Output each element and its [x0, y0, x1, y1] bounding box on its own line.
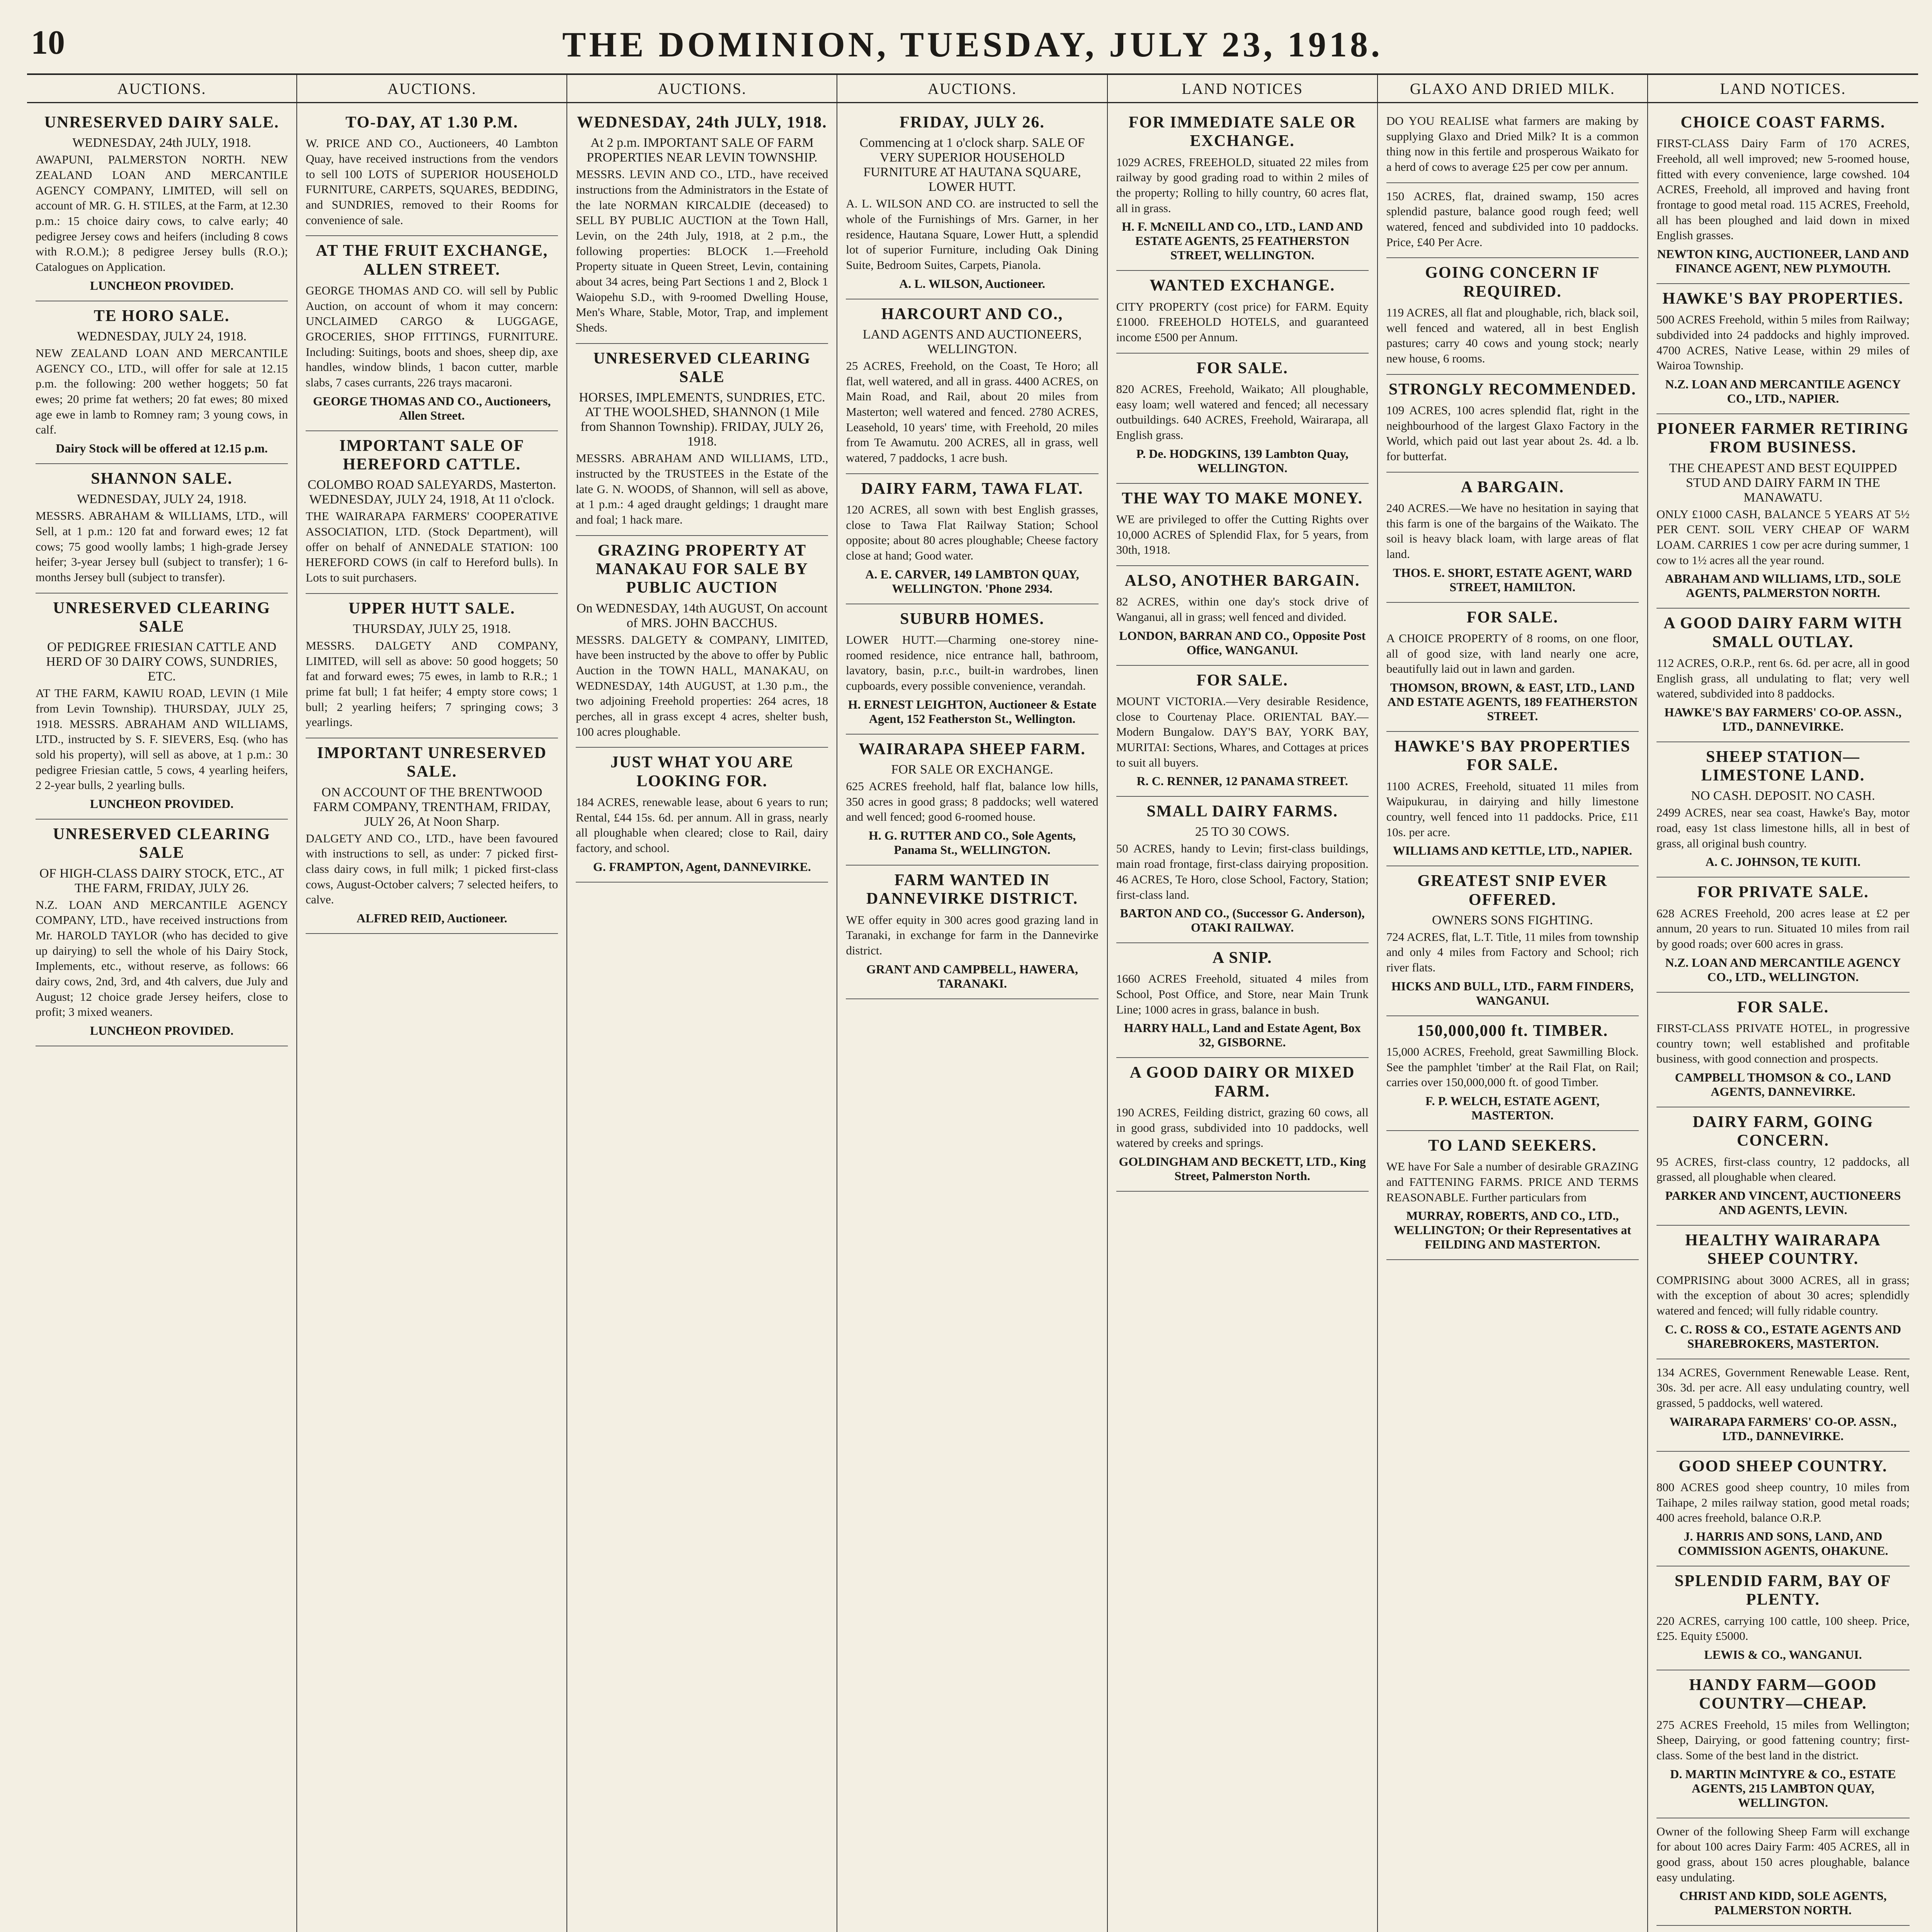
advertisement — [1656, 878, 1910, 992]
ad-body-text: DALGETY AND CO., LTD., have been favoured with instructions to sell, as under: 7 picked first-class dairy cows, in full milk; 1 picked first-class cows, August-October calvers; 7 selected heifers, to calve. — [306, 831, 558, 906]
ad-heading: WAIRARAPA SHEEP FARM. — [859, 740, 1086, 758]
ad-subheading: At 2 p.m. IMPORTANT SALE OF FARM PROPERTIES NEAR LEVIN TOWNSHIP. — [587, 136, 818, 165]
ad-signature: N.Z. LOAN AND MERCANTILE AGENCY CO., LTD., NAPIER. — [1665, 377, 1901, 405]
ad-heading: FOR SALE. — [1196, 671, 1288, 689]
ad-body-text: 95 ACRES, first-class country, 12 paddocks, all grassed, all ploughable when cleared. — [1656, 1155, 1910, 1184]
ad-body-text: 190 ACRES, Feilding district, grazing 60 cows, all in good grass, subdivided into 10 paddocks, well watered by creeks and springs. — [1116, 1105, 1369, 1150]
ad-signature: G. FRAMPTON, Agent, DANNEVIRKE. — [593, 859, 811, 874]
advertisement — [846, 735, 1098, 866]
newspaper-title: THE DOMINION, TUESDAY, JULY 23, 1918. — [562, 25, 1383, 64]
page-number: 10 — [31, 24, 65, 61]
ad-signature: PARKER AND VINCENT, AUCTIONEERS AND AGENTS, LEVIN. — [1665, 1189, 1901, 1217]
ad-signature: LEWIS & CO., WANGANUI. — [1704, 1647, 1862, 1662]
column — [567, 103, 837, 1932]
ad-heading: SHEEP STATION—LIMESTONE LAND. — [1701, 748, 1865, 785]
advertisement — [306, 738, 558, 934]
ad-body-text: 82 ACRES, within one day's stock drive of Wanganui, all in grass; well fenced and divided. — [1116, 595, 1369, 624]
ad-subheading: THURSDAY, JULY 25, 1918. — [353, 621, 511, 636]
ad-body-text: FIRST-CLASS PRIVATE HOTEL, in progressive country town; well established and profitable business, with good connection and prospects. — [1656, 1021, 1910, 1066]
advertisement — [576, 108, 828, 344]
ad-body-text: 184 ACRES, renewable lease, about 6 years to run; Rental, £44 15s. 6d. per annum. All in grass, nearly all ploughable when cleared; close to Rail, dairy factory, and school. — [576, 795, 828, 855]
ad-signature: R. C. RENNER, 12 PANAMA STREET. — [1136, 774, 1348, 788]
ad-heading: TE HORO SALE. — [94, 307, 230, 325]
ad-body-text: 15,000 ACRES, Freehold, great Sawmilling Block. See the pamphlet 'timber' at the Rail Flat, on Rail; carries over 150,000,000 ft. of good Timber. — [1386, 1045, 1639, 1089]
advertisement — [1656, 1226, 1910, 1359]
advertisement — [1386, 866, 1639, 1016]
advertisement — [1656, 993, 1910, 1107]
ad-body-text: MESSRS. ABRAHAM & WILLIAMS, LTD., will Sell, at 1 p.m.: 120 fat and forward ewes; 12 fat cows; 75 good woolly lambs; 1 high-grade Jersey heifer; 3-year Jersey bull (subject to transfer); 1 6-months Jersey bull (subject to transfer). — [36, 509, 288, 584]
advertisement — [576, 344, 828, 536]
ad-heading: HAWKE'S BAY PROPERTIES FOR SALE. — [1394, 737, 1631, 774]
ad-body-text: MOUNT VICTORIA.—Very desirable Residence, close to Courtenay Place. ORIENTAL BAY.—Modern Bungalow. DAY'S BAY, YORK BAY, MURITAI: Sections, Whares, and Cottages at prices to suit all buyers. — [1116, 694, 1369, 769]
ad-signature: D. MARTIN McINTYRE & CO., ESTATE AGENTS, 215 LAMBTON QUAY, WELLINGTON. — [1670, 1767, 1896, 1810]
column — [1378, 103, 1648, 1932]
ad-heading: 150,000,000 ft. TIMBER. — [1417, 1022, 1609, 1040]
ad-signature: WAIRARAPA FARMERS' CO-OP. ASSN., LTD., DANNEVIRKE. — [1669, 1414, 1897, 1443]
advertisement — [36, 108, 288, 301]
advertisement — [1116, 484, 1369, 566]
ad-body-text: 220 ACRES, carrying 100 cattle, 100 sheep. Price, £25. Equity £5000. — [1656, 1614, 1910, 1643]
advertisement — [1656, 1452, 1910, 1566]
advertisement — [1656, 609, 1910, 742]
column — [1648, 103, 1918, 1932]
advertisement — [1386, 732, 1639, 866]
ad-body-text: WE offer equity in 300 acres good grazing land in Taranaki, in exchange for farm in the Dannevirke district. — [846, 913, 1099, 957]
ad-heading: TO-DAY, AT 1.30 P.M. — [345, 114, 519, 131]
ad-body-text: 1029 ACRES, FREEHOLD, situated 22 miles from railway by good grading road to within 2 miles of the property; Rolling to hilly country, 60 acres flat, all in grass. — [1116, 155, 1369, 215]
ad-signature: MURRAY, ROBERTS, AND CO., LTD., WELLINGTON; Or their Representatives at FEILDING AND MASTERTON. — [1394, 1209, 1631, 1252]
ad-heading: SHANNON SALE. — [91, 470, 233, 488]
column-heading: AUCTIONS. — [837, 75, 1107, 102]
ad-heading: HEALTHY WAIRARAPA SHEEP COUNTRY. — [1685, 1231, 1881, 1268]
advertisement — [1656, 1359, 1910, 1452]
ad-subheading: 25 TO 30 COWS. — [1195, 825, 1290, 839]
ad-body-text: MESSRS. DALGETY AND COMPANY, LIMITED, will sell as above: 50 good hoggets; 50 fat and forward ewes; 75 ewes, in lamb to R.R.; 1 prime fat bull; 1 fat heifer; 4 empty store cows; 1 bull; 2 yearling heifers; 7 springing cows; 3 yearlings. — [306, 638, 558, 729]
advertisement — [36, 301, 288, 464]
ad-heading: FARM WANTED IN DANNEVIRKE DISTRICT. — [866, 871, 1078, 908]
ad-heading: IMPORTANT UNRESERVED SALE. — [317, 744, 547, 781]
column-heading: AUCTIONS. — [297, 75, 567, 102]
ad-heading: THE WAY TO MAKE MONEY. — [1122, 489, 1363, 507]
ad-heading: A BARGAIN. — [1461, 478, 1564, 496]
ad-heading: TO LAND SEEKERS. — [1428, 1137, 1597, 1155]
ad-body-text: MESSRS. ABRAHAM AND WILLIAMS, LTD., instructed by the TRUSTEES in the Estate of the late G. N. WOODS, of Shannon, will sell as above, at 1 p.m.: 4 aged draught geldings; 1 draught mare and foal; 1 hack mare. — [576, 451, 828, 526]
advertisement — [1386, 258, 1639, 374]
ad-heading: UNRESERVED CLEARING SALE — [53, 599, 270, 636]
ad-heading: A GOOD DAIRY OR MIXED FARM. — [1129, 1064, 1355, 1100]
ad-signature: LUNCHEON PROVIDED. — [90, 796, 234, 811]
ad-subheading: On WEDNESDAY, 14th AUGUST, On account of MRS. JOHN BACCHUS. — [577, 601, 828, 630]
ad-subheading: WEDNESDAY, JULY 24, 1918. — [77, 492, 247, 507]
ad-signature: LONDON, BARRAN AND CO., Opposite Post Office, WANGANUI. — [1119, 628, 1366, 657]
ad-body-text: 625 ACRES freehold, half flat, balance low hills, 350 acres in good grass; 8 paddocks; well watered and well fenced; good 6-roomed house. — [846, 779, 1099, 824]
ad-signature: Dairy Stock will be offered at 12.15 p.m. — [56, 441, 268, 455]
ad-heading: UPPER HUTT SALE. — [348, 599, 515, 617]
ad-heading: UNRESERVED CLEARING SALE — [53, 825, 270, 862]
ad-signature: LUNCHEON PROVIDED. — [90, 278, 234, 293]
column-headings — [27, 75, 1918, 103]
ad-subheading: HORSES, IMPLEMENTS, SUNDRIES, ETC. AT THE WOOLSHED, SHANNON (1 Mile from Shannon Township). FRIDAY, JULY 26, 1918. — [579, 390, 825, 449]
ad-signature: BARTON AND CO., (Successor G. Anderson), OTAKI RAILWAY. — [1120, 906, 1365, 935]
ad-signature: F. P. WELCH, ESTATE AGENT, MASTERTON. — [1425, 1094, 1600, 1122]
ad-signature: HAWKE'S BAY FARMERS' CO-OP. ASSN., LTD., DANNEVIRKE. — [1664, 705, 1902, 733]
ad-body-text: LOWER HUTT.—Charming one-storey nine-roomed residence, nice entrance hall, bathroom, lavatory, basin, p.r.c., built-in wardrobes, linen cupboards, every possible convenience, verandah. — [846, 633, 1099, 692]
ad-signature: H. F. McNEILL AND CO., LTD., LAND AND ESTATE AGENTS, 25 FEATHERSTON STREET, WELLINGTON. — [1121, 219, 1363, 262]
ad-body-text: MESSRS. LEVIN AND CO., LTD., have received instructions from the Administrators in the Estate of the late NORMAN KIRCALDIE (deceased) to SELL BY PUBLIC AUCTION at the Town Hall, Levin, on the 24th July, 1918, at 2 p.m., the following properties: BLOCK 1.—Freehold Property situate in Queen Street, Levin, containing about 34 acres, being Part Sections 1 and 2, Block 1 Waiopehu S.D., with 9-roomed Dwelling House, Men's Whare, Stable, Motor, Trap, and implement Sheds. — [576, 167, 828, 335]
advertisement — [846, 108, 1098, 299]
ad-signature: H. G. RUTTER AND CO., Sole Agents, Panama St., WELLINGTON. — [868, 828, 1076, 857]
ad-signature: THOS. E. SHORT, ESTATE AGENT, WARD STREET, HAMILTON. — [1393, 565, 1632, 594]
advertisement — [576, 536, 828, 748]
ad-body-text: AWAPUNI, PALMERSTON NORTH. NEW ZEALAND LOAN AND MERCANTILE AGENCY COMPANY, LIMITED, will sell on account of MR. G. H. STILES, at the Farm, at 12.30 p.m.: 15 choice dairy cows, to calve early; 40 pedigree Jersey cows and heifers (including 8 cows with R.O.M.); 8 pedigree Jersey bulls (R.O.); Catalogues on Application. — [36, 153, 288, 274]
advertisement — [1386, 1016, 1639, 1131]
ad-heading: GREATEST SNIP EVER OFFERED. — [1417, 872, 1608, 909]
ad-heading: AT THE FRUIT EXCHANGE, ALLEN STREET. — [316, 242, 548, 279]
advertisement — [1386, 183, 1639, 259]
ad-subheading: FOR SALE OR EXCHANGE. — [891, 762, 1053, 777]
ad-signature: CHRIST AND KIDD, SOLE AGENTS, PALMERSTON NORTH. — [1679, 1889, 1887, 1917]
ad-subheading: ON ACCOUNT OF THE BRENTWOOD FARM COMPANY, TRENTHAM, FRIDAY, JULY 26, At Noon Sharp. — [313, 785, 551, 829]
ad-heading: STRONGLY RECOMMENDED. — [1388, 380, 1636, 398]
ad-body-text: 1100 ACRES, Freehold, situated 11 miles from Waipukurau, in dairying and hilly limestone country, well fenced into 11 paddocks. Price, £11 10s. per acre. — [1386, 779, 1639, 839]
ad-signature: A. L. WILSON, Auctioneer. — [899, 276, 1045, 291]
ad-body-text: 240 ACRES.—We have no hesitation in saying that this farm is one of the bargains of the Waikato. The soil is heavy black loam, with large areas of flat land. — [1386, 501, 1639, 561]
advertisement — [36, 820, 288, 1046]
ad-body-text: 724 ACRES, flat, L.T. Title, 11 miles from township and only 4 miles from Factory and School; rich river flats. — [1386, 930, 1639, 975]
ad-body-text: A. L. WILSON AND CO. are instructed to sell the whole of the Furnishings of Mrs. Garner, in her residence, Hautana Square, Lower Hutt, a splendid lot of superior Furniture, including Oak Dining Suite, Bedroom Suites, Carpets, Pianola. — [846, 197, 1099, 272]
ad-body-text: NEW ZEALAND LOAN AND MERCANTILE AGENCY CO., LTD., will offer for sale at 12.15 p.m. the following: 200 wether hoggets; 50 fat ewes; 20 prime fat wethers; 20 fat ewes; 80 mixed age ewe in lamb to Romney ram; 3 young cows, in calf. — [36, 346, 288, 437]
ad-body-text: 275 ACRES Freehold, 15 miles from Wellington; Sheep, Dairying, or good fattening country; first-class. Some of the best land in the district. — [1656, 1718, 1910, 1762]
advertisement — [1386, 473, 1639, 603]
columns — [27, 103, 1918, 1932]
ad-body-text: 119 ACRES, all flat and ploughable, rich, black soil, well fenced and watered, all in best English pastures; carry 40 cows and young stock; nearly new house, 6 rooms. — [1386, 305, 1639, 365]
ad-subheading: WEDNESDAY, 24th JULY, 1918. — [72, 136, 251, 150]
advertisement — [1656, 1818, 1910, 1926]
ad-signature: HARRY HALL, Land and Estate Agent, Box 32, GISBORNE. — [1124, 1021, 1361, 1049]
advertisement — [1386, 1131, 1639, 1260]
ad-body-text: 1660 ACRES Freehold, situated 4 miles from School, Post Office, and Store, near Main Trunk Line; 1000 acres in grass, balance in bush. — [1116, 972, 1369, 1016]
ad-heading: FOR SALE. — [1196, 359, 1288, 377]
ad-body-text: WE have For Sale a number of desirable GRAZING and FATTENING FARMS. PRICE AND TERMS REASONABLE. Further particulars from — [1386, 1160, 1639, 1204]
ad-signature: ALFRED REID, Auctioneer. — [356, 911, 507, 925]
ad-heading: ALSO, ANOTHER BARGAIN. — [1124, 571, 1360, 590]
ad-heading: HARCOURT AND CO., — [881, 305, 1063, 323]
ad-body-text: 500 ACRES Freehold, within 5 miles from Railway; subdivided into 24 paddocks and highly improved. 4700 ACRES, Native Lease, within 29 miles of Wairoa Township. — [1656, 313, 1910, 372]
advertisement — [576, 748, 828, 882]
column — [1108, 103, 1378, 1932]
ad-body-text: W. PRICE AND CO., Auctioneers, 40 Lambton Quay, have received instructions from the vendors to sell 100 LOTS of SUPERIOR HOUSEHOLD FURNITURE, CARPETS, SQUARES, BEDDING, and SUNDRIES, removed to their Rooms for convenience of sale. — [306, 136, 558, 227]
advertisement — [1656, 1107, 1910, 1226]
ad-subheading: THE CHEAPEST AND BEST EQUIPPED STUD AND DAIRY FARM IN THE MANAWATU. — [1669, 461, 1897, 505]
ad-subheading: OWNERS SONS FIGHTING. — [1432, 913, 1593, 927]
ad-heading: FOR IMMEDIATE SALE OR EXCHANGE. — [1128, 114, 1356, 150]
advertisement — [1116, 108, 1369, 271]
ad-heading: UNRESERVED DAIRY SALE. — [44, 114, 279, 131]
masthead — [27, 15, 1918, 75]
advertisement — [1656, 1566, 1910, 1670]
ad-signature: LUNCHEON PROVIDED. — [90, 1023, 234, 1037]
ad-signature: P. De. HODGKINS, 139 Lambton Quay, WELLINGTON. — [1136, 446, 1349, 475]
advertisement — [36, 594, 288, 820]
advertisement — [36, 464, 288, 594]
column — [27, 103, 297, 1932]
ad-heading: WEDNESDAY, 24th JULY, 1918. — [577, 114, 827, 131]
ad-heading: FOR SALE. — [1737, 998, 1829, 1016]
ad-subheading: WEDNESDAY, JULY 24, 1918. — [77, 329, 247, 344]
ad-body-text: 150 ACRES, flat, drained swamp, 150 acres splendid pasture, balance good rough feed; well watered, fenced and subdivided into 10 paddocks. Price, £40 Per Acre. — [1386, 189, 1639, 249]
ad-body-text: 50 ACRES, handy to Levin; first-class buildings, main road frontage, first-class dairying proposition. 46 ACRES, Te Horo, close School, Factory, Station; first-class land. — [1116, 842, 1369, 901]
advertisement — [1116, 1058, 1369, 1192]
ad-heading: A SNIP. — [1212, 949, 1272, 967]
ad-heading: FOR SALE. — [1466, 608, 1558, 626]
ad-body-text: DO YOU REALISE what farmers are making by supplying Glaxo and Dried Milk? It is a common thing now in this fertile and prosperous Waikato for a herd of cows to average £25 per cow per annum. — [1386, 114, 1639, 174]
advertisement — [1656, 284, 1910, 414]
advertisement — [306, 236, 558, 431]
column-heading: GLAXO AND DRIED MILK. — [1378, 75, 1648, 102]
ad-heading: PIONEER FARMER RETIRING FROM BUSINESS. — [1657, 420, 1909, 457]
advertisement — [306, 594, 558, 738]
ad-body-text: 109 ACRES, 100 acres splendid flat, right in the neighbourhood of the largest Glaxo Factory in the World, which paid out last year about 2s. 4d. a lb. for butterfat. — [1386, 403, 1639, 463]
ad-heading: GRAZING PROPERTY AT MANAKAU FOR SALE BY PUBLIC AUCTION — [595, 541, 808, 597]
ad-signature: WILLIAMS AND KETTLE, LTD., NAPIER. — [1393, 844, 1632, 858]
advertisement — [846, 299, 1098, 474]
advertisement — [1386, 603, 1639, 732]
ad-signature: HICKS AND BULL, LTD., FARM FINDERS, WANGANUI. — [1391, 979, 1634, 1007]
advertisement — [1656, 1670, 1910, 1818]
ad-signature: GRANT AND CAMPBELL, HAWERA, TARANAKI. — [866, 962, 1078, 990]
advertisement — [1656, 108, 1910, 284]
ad-subheading: LAND AGENTS AND AUCTIONEERS, WELLINGTON. — [862, 327, 1082, 356]
ad-heading: A GOOD DAIRY FARM WITH SMALL OUTLAY. — [1663, 614, 1903, 651]
column-heading: AUCTIONS. — [567, 75, 837, 102]
ad-signature: CAMPBELL THOMSON & CO., LAND AGENTS, DANNEVIRKE. — [1675, 1070, 1891, 1099]
ad-heading: HANDY FARM—GOOD COUNTRY—CHEAP. — [1689, 1676, 1877, 1713]
ad-heading: DAIRY FARM, GOING CONCERN. — [1692, 1113, 1874, 1150]
ad-signature: J. HARRIS AND SONS, LAND, AND COMMISSION AGENTS, OHAKUNE. — [1678, 1529, 1888, 1558]
advertisement — [1386, 375, 1639, 473]
ad-body-text: FIRST-CLASS Dairy Farm of 170 ACRES, Freehold, all well improved; new 5-roomed house, fitted with every convenience, large cowshed. 104 ACRES, Freehold, all improved and having front frontage to good metal road. 115 ACRES, Freehold, all has been ploughed and laid down in mixed English grasses. — [1656, 136, 1910, 242]
ad-signature: GEORGE THOMAS AND CO., Auctioneers, Allen Street. — [313, 394, 551, 422]
column — [837, 103, 1107, 1932]
ad-heading: WANTED EXCHANGE. — [1150, 277, 1335, 295]
ad-signature: NEWTON KING, AUCTIONEER, LAND AND FINANCE AGENT, NEW PLYMOUTH. — [1657, 247, 1909, 275]
ad-heading: GOING CONCERN IF REQUIRED. — [1425, 264, 1600, 301]
ad-heading: JUST WHAT YOU ARE LOOKING FOR. — [610, 753, 794, 790]
ad-signature: ABRAHAM AND WILLIAMS, LTD., SOLE AGENTS, PALMERSTON NORTH. — [1665, 571, 1901, 600]
advertisement — [306, 431, 558, 594]
advertisement — [306, 108, 558, 236]
ad-heading: IMPORTANT SALE OF HEREFORD CATTLE. — [339, 437, 525, 473]
ad-subheading: COLOMBO ROAD SALEYARDS, Masterton. WEDNESDAY, JULY 24, 1918, At 11 o'clock. — [308, 478, 556, 507]
ad-body-text: AT THE FARM, KAWIU ROAD, LEVIN (1 Mile from Levin Township). THURSDAY, JULY 25, 1918. MESSRS. ABRAHAM AND WILLIAMS, LTD., instructed by S. F. SIEVERS, Esq. (who has sold his property), will sell as above, at 1 p.m.: 30 pedigree Friesian cattle, 5 cows, 4 yearling heifers, 2 2-year bulls, 2 yearling bulls. — [36, 686, 288, 792]
ad-body-text: 800 ACRES good sheep country, 10 miles from Taihape, 2 miles railway station, good metal roads; 400 acres freehold, balance O.R.P. — [1656, 1480, 1910, 1525]
ad-body-text: 25 ACRES, Freehold, on the Coast, Te Horo; all flat, well watered, and all in grass. 4400 ACRES, on Main Road, and Rail, about 20 miles from Masterton; well watered and fenced. 2780 ACRES, Leasehold, 10 years' time, with Freehold, 20 miles from Te Awamutu. 200 ACRES, all in grass, well watered, 7 paddocks, 1 acre bush. — [846, 359, 1099, 464]
ad-signature: A. C. JOHNSON, TE KUITI. — [1705, 855, 1861, 869]
column — [297, 103, 567, 1932]
ad-body-text: THE WAIRARAPA FARMERS' COOPERATIVE ASSOCIATION, LTD. (Stock Department), will offer on behalf of ANNEDALE STATION: 100 HEREFORD COWS (in calf to Hereford bulls). In Lots to suit purchasers. — [306, 509, 558, 584]
ad-body-text: ONLY £1000 CASH, BALANCE 5 YEARS AT 5½ PER CENT. SOIL VERY CHEAP OF WARM LOAM. CARRIES 1 cow per acre during summer, 1 cow to 1½ acres all the year round. — [1656, 507, 1910, 567]
ad-subheading: OF HIGH-CLASS DAIRY STOCK, ETC., AT THE FARM, FRIDAY, JULY 26. — [39, 866, 284, 895]
advertisement — [1116, 354, 1369, 484]
advertisement — [1116, 271, 1369, 353]
advertisement — [1116, 797, 1369, 943]
ad-heading: SPLENDID FARM, BAY OF PLENTY. — [1675, 1572, 1891, 1609]
ad-heading: FRIDAY, JULY 26. — [900, 114, 1045, 131]
ad-body-text: CITY PROPERTY (cost price) for FARM. Equity £1000. FREEHOLD HOTELS, and guaranteed income £500 per Annum. — [1116, 299, 1369, 344]
column-heading: AUCTIONS. — [27, 75, 297, 102]
column-heading: LAND NOTICES — [1108, 75, 1378, 102]
advertisement — [1656, 742, 1910, 878]
advertisement — [846, 604, 1098, 735]
ad-signature: N.Z. LOAN AND MERCANTILE AGENCY CO., LTD., WELLINGTON. — [1665, 955, 1901, 984]
ad-signature: THOMSON, BROWN, & EAST, LTD., LAND AND ESTATE AGENTS, 189 FEATHERSTON STREET. — [1387, 680, 1638, 723]
ad-heading: HAWKE'S BAY PROPERTIES. — [1662, 290, 1904, 308]
ad-heading: DAIRY FARM, TAWA FLAT. — [861, 480, 1083, 498]
ad-body-text: WE are privileged to offer the Cutting Rights over 10,000 ACRES of Splendid Flax, for 5 years, from 30th, 1918. — [1116, 512, 1369, 557]
ad-signature: H. ERNEST LEIGHTON, Auctioneer & Estate Agent, 152 Featherston St., Wellington. — [848, 697, 1097, 726]
ad-body-text: 820 ACRES, Freehold, Waikato; All ploughable, easy loam; well watered and fenced; all necessary outbuildings. 640 ACRES, Freehold, Wairarapa, all English grass. — [1116, 382, 1369, 442]
ad-signature: A. E. CARVER, 149 LAMBTON QUAY, WELLINGTON. 'Phone 2934. — [865, 567, 1079, 595]
ad-subheading: OF PEDIGREE FRIESIAN CATTLE AND HERD OF 30 DAIRY COWS, SUNDRIES, ETC. — [46, 640, 277, 684]
ad-body-text: MESSRS. DALGETY & COMPANY, LIMITED, have been instructed by the above to offer by Public Auction in the TOWN HALL, MANAKAU, on WEDNESDAY, 14th AUGUST, at 1.30 p.m., the two adjoining Freehold properties: 264 acres, 18 perches, all in grass except 4 acres, shelter bush, 100 acres ploughable. — [576, 633, 828, 738]
ad-subheading: NO CASH. DEPOSIT. NO CASH. — [1691, 789, 1875, 803]
ad-signature: GOLDINGHAM AND BECKETT, LTD., King Street, Palmerston North. — [1119, 1155, 1366, 1183]
ad-body-text: 134 ACRES, Government Renewable Lease. Rent, 30s. 3d. per acre. All easy undulating country, well grassed, 5 paddocks, well watered. — [1656, 1365, 1910, 1410]
advertisement — [1656, 414, 1910, 609]
ad-heading: UNRESERVED CLEARING SALE — [593, 349, 811, 386]
ad-body-text: A CHOICE PROPERTY of 8 rooms, on one floor, all of good size, with land nearly one acre, beautifully laid out in lawn and garden. — [1386, 631, 1639, 676]
advertisement — [1386, 108, 1639, 183]
ad-body-text: GEORGE THOMAS AND CO. will sell by Public Auction, on account of whom it may concern: UNCLAIMED CARGO & LUGGAGE, GROCERIES, SHOP FITTINGS, FURNITURE. Including: Suitings, boots and shoes, sheep dip, axe handles, window blinds, 1 bacon cutter, marble slabs, 7 cases currants, 226 trays macaroni. — [306, 283, 558, 389]
column-heading: LAND NOTICES. — [1720, 80, 1846, 97]
ad-body-text: 2499 ACRES, near sea coast, Hawke's Bay, motor road, easy 1st class limestone hills, all in best of grass, all original bush country. — [1656, 806, 1910, 850]
ad-body-text: 112 ACRES, O.R.P., rent 6s. 6d. per acre, all in good English grass, all undulating to flat; very well watered, subdivided into 8 paddocks. — [1656, 656, 1910, 701]
advertisement — [846, 866, 1098, 999]
ad-heading: SMALL DAIRY FARMS. — [1146, 803, 1338, 821]
ad-heading: SUBURB HOMES. — [900, 610, 1044, 628]
ad-signature: C. C. ROSS & CO., ESTATE AGENTS AND SHAREBROKERS, MASTERTON. — [1665, 1322, 1901, 1350]
ad-body-text: 120 ACRES, all sown with best English grasses, close to Tawa Flat Railway Station; School opposite; about 80 acres ploughable; Cheese factory close at hand; Good water. — [846, 502, 1099, 562]
ad-subheading: Commencing at 1 o'clock sharp. SALE OF VERY SUPERIOR HOUSEHOLD FURNITURE AT HAUTANA SQUARE, LOWER HUTT. — [859, 136, 1085, 194]
advertisement — [846, 474, 1098, 604]
advertisement — [1116, 566, 1369, 666]
advertisement — [1116, 943, 1369, 1058]
ad-body-text: 628 ACRES Freehold, 200 acres lease at £2 per annum, 20 years to run. Situated 10 miles from rail by good roads; over 600 acres in grass. — [1656, 906, 1910, 951]
advertisement — [1116, 666, 1369, 797]
ad-heading: CHOICE COAST FARMS. — [1680, 114, 1886, 131]
ad-body-text: Owner of the following Sheep Farm will exchange for about 100 acres Dairy Farm: 405 ACRES, all in good grass, about 150 acres ploughable, balance easy undulating. — [1656, 1824, 1910, 1884]
ad-body-text: COMPRISING about 3000 ACRES, all in grass; with the exception of about 30 acres; splendidly watered and fenced; will fully ridable country. — [1656, 1273, 1910, 1317]
ad-heading: FOR PRIVATE SALE. — [1697, 883, 1869, 901]
ad-heading: GOOD SHEEP COUNTRY. — [1679, 1457, 1888, 1475]
ad-body-text: N.Z. LOAN AND MERCANTILE AGENCY COMPANY, LTD., have received instructions from Mr. HAROLD TAYLOR (who has decided to give up dairying) to sell the whole of his Dairy Stock, Implements, etc., without reserve, as follows: 66 dairy cows, 2nd, 3rd, and 4th calvers, due July and August; 12 choice grade Jersey heifers, close to profit; 3 mixed weaners. — [36, 898, 288, 1019]
